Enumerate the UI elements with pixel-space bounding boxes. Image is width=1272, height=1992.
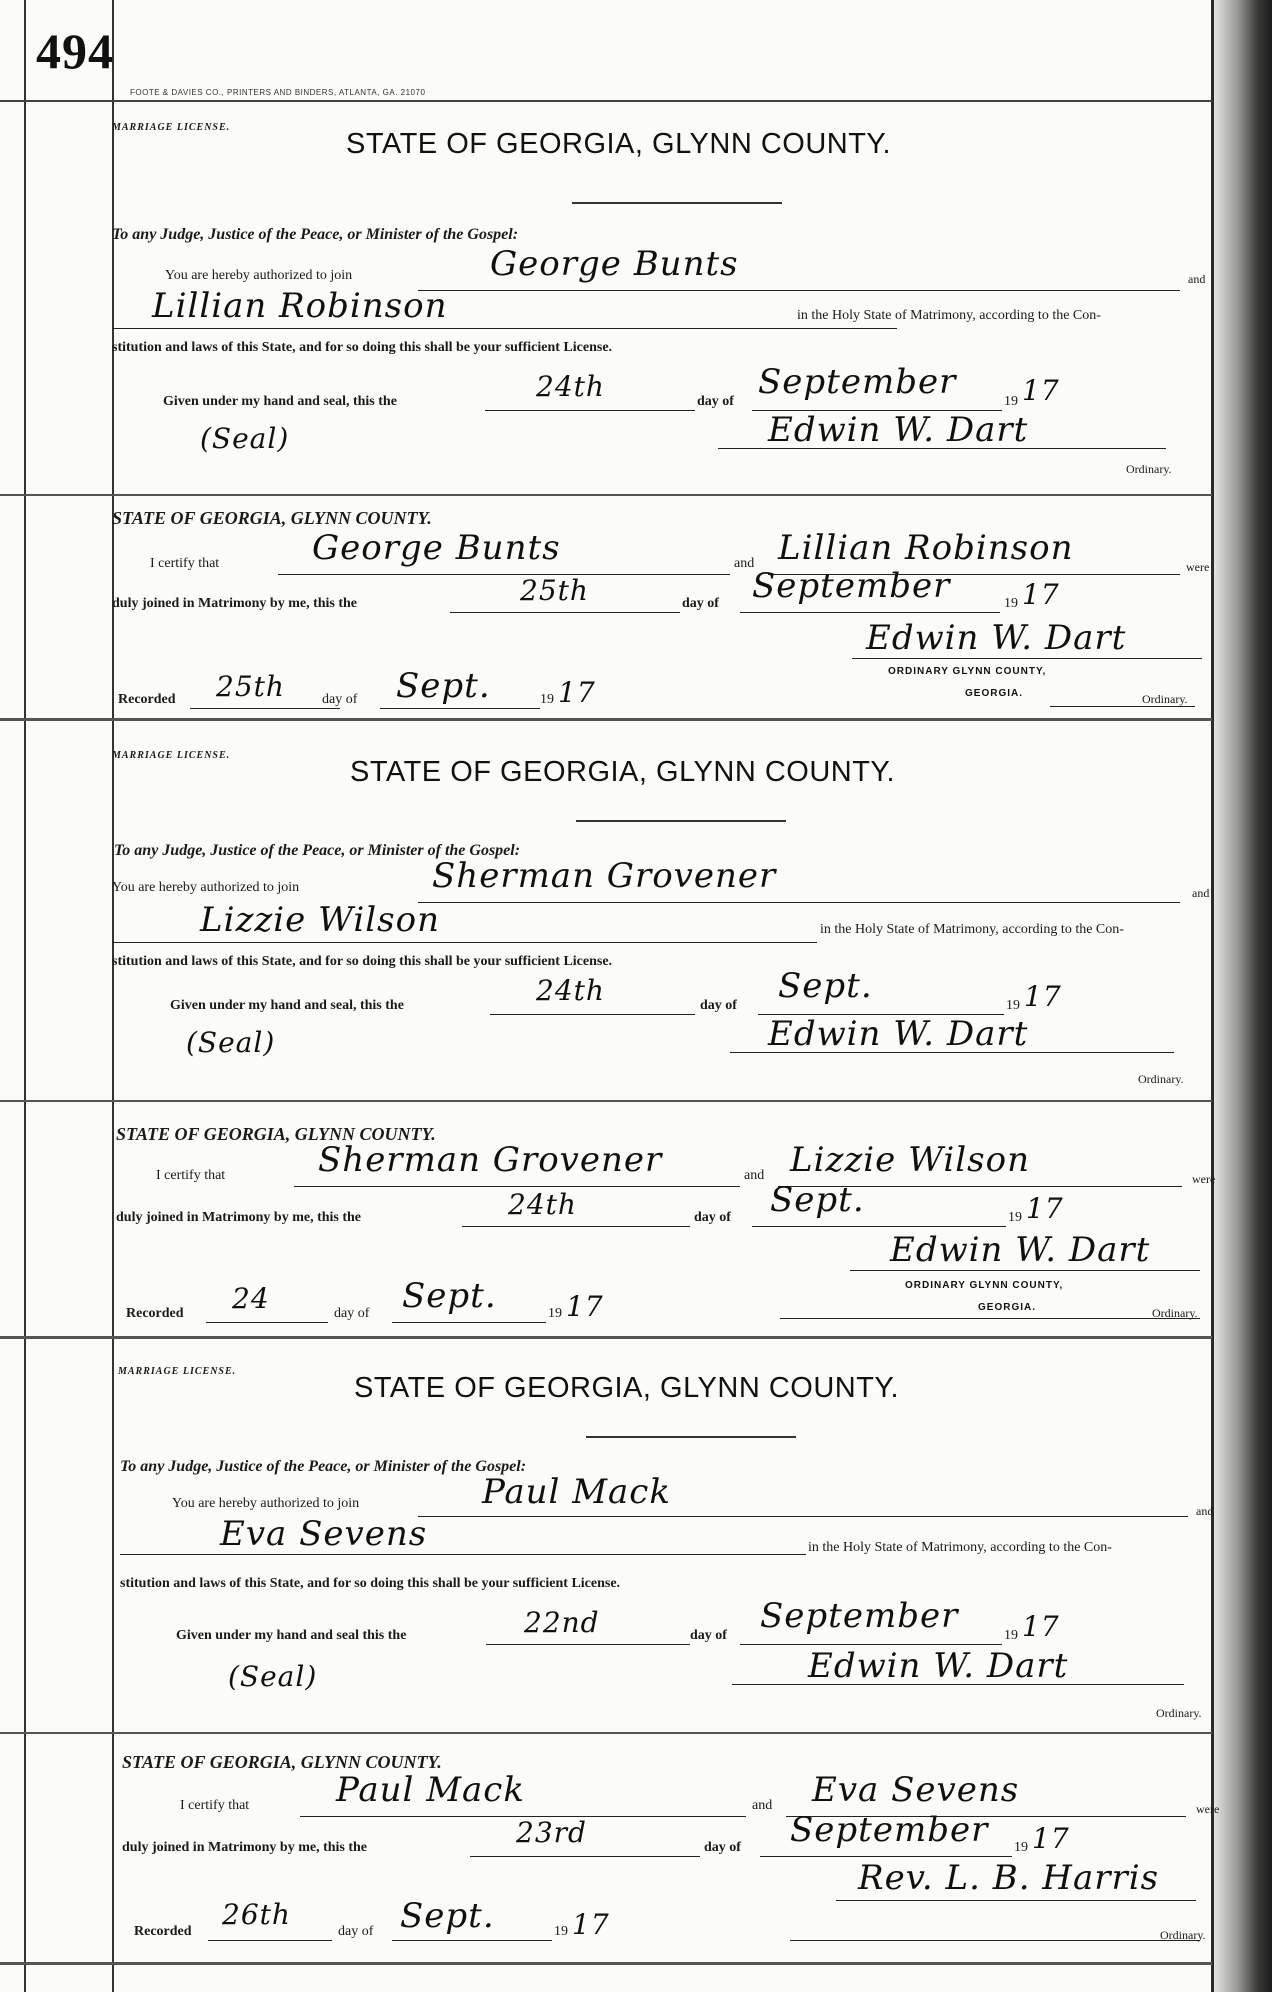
license-month-line [740,1644,1002,1645]
cert-bride: Eva Sevens [812,1770,1020,1810]
cert-and-text: and [752,1798,773,1813]
certificate-head: STATE OF GEORGIA, GLYNN COUNTY. [112,508,432,528]
officiant-signature: Rev. L. B. Harris [858,1858,1160,1898]
married-month-line [740,612,1000,613]
license-month: September [760,1596,959,1636]
officiant-line [836,1900,1196,1901]
and-text: and [1196,1504,1214,1518]
holy-state-text: in the Holy State of Matrimony, according to the Con- [797,308,1101,323]
title-rule [572,202,782,204]
cert-and-text: and [734,556,755,571]
license-title: STATE OF GEORGIA, GLYNN COUNTY. [354,1372,900,1404]
header-rule [0,100,1212,102]
married-month-line [752,1226,1006,1227]
recorded-month-line [392,1940,552,1941]
were-text: were [1196,1802,1220,1816]
cert-and-text: and [744,1168,765,1183]
were-text: were [1186,560,1210,574]
recorded-day-of: day of [334,1306,370,1321]
recorded-day-of: day of [338,1924,374,1939]
cert-groom-line [294,1186,740,1187]
printer-imprint: FOOTE & DAVIES CO., PRINTERS AND BINDERS, ATLANTA, GA. 21070 [130,88,426,97]
recorded-month-line [392,1322,546,1323]
license-month: September [758,362,957,402]
ordinary-label: Ordinary. [1126,462,1172,476]
cert-year-prefix: 19 [1008,1210,1022,1225]
authorized-text: You are hereby authorized to join [112,880,300,895]
groom-name: George Bunts [490,244,739,284]
license-address: To any Judge, Justice of the Peace, or Minister of the Gospel: [112,226,519,243]
cert-day-of-text: day of [682,596,719,611]
married-month-line [760,1856,1012,1857]
authorized-text: You are hereby authorized to join [165,268,353,283]
recorded-text: Recorded [126,1306,184,1321]
recorded-day: 24 [232,1282,270,1315]
groom-name: Sherman Grovener [432,856,777,896]
license-day: 24th [536,370,605,403]
groom-name: Paul Mack [482,1472,671,1512]
bride-name: Lillian Robinson [152,286,448,326]
seal-mark: (Seal) [228,1660,318,1693]
married-year: 17 [1026,1192,1064,1225]
license-address: To any Judge, Justice of the Peace, or Minister of the Gospel: [120,1458,527,1475]
section-divider [0,1732,1212,1734]
officiant-line [850,1270,1200,1271]
and-text: and [1192,886,1210,900]
license-day-line [485,410,695,411]
license-year: 17 [1022,374,1060,407]
license-day: 22nd [524,1606,600,1639]
day-of-text: day of [697,394,734,409]
recorded-month-line [380,708,540,709]
ordinary-stamp-line2: GEORGIA. [978,1302,1037,1313]
married-day: 25th [520,574,589,607]
license-address: To any Judge, Justice of the Peace, or Minister of the Gospel: [114,842,521,859]
section-divider [0,494,1212,496]
married-day-line [462,1226,690,1227]
married-day: 24th [508,1188,577,1221]
holy-state-text: in the Holy State of Matrimony, according to the Con- [820,922,1124,937]
constitution-text: stitution and laws of this State, and for so doing this shall be your sufficient License. [120,1576,621,1591]
groom-line [418,902,1180,903]
title-rule [586,1436,796,1438]
ordinary-stamp-line1: ORDINARY GLYNN COUNTY, [905,1280,1064,1291]
cert-bride: Lillian Robinson [778,528,1074,568]
margin-rule-outer [24,0,26,1992]
day-of-text: day of [700,998,737,1013]
recorded-day-line [190,708,340,709]
ordinary-label: Ordinary. [1138,1072,1184,1086]
cert-day-of-text: day of [694,1210,731,1225]
cert-year-prefix: 19 [1014,1840,1028,1855]
bride-name: Lizzie Wilson [200,900,440,940]
married-month: September [790,1810,989,1850]
page-number: 494 [36,23,114,79]
bride-name: Eva Sevens [220,1514,428,1554]
officiant-signature: Edwin W. Dart [866,618,1127,658]
officiant-line [852,658,1202,659]
certify-text: I certify that [180,1798,250,1813]
married-day-line [470,1856,700,1857]
authorized-text: You are hereby authorized to join [172,1496,360,1511]
recorded-text: Recorded [118,692,176,707]
recorded-ordinary-label: Ordinary. [1152,1306,1198,1320]
recorded-month: Sept. [402,1276,497,1316]
recorded-year: 17 [558,676,596,709]
duly-joined-text: duly joined in Matrimony by me, this the [112,596,358,611]
cert-groom: Paul Mack [336,1770,525,1810]
license-year: 17 [1024,980,1062,1013]
cert-day-of-text: day of [704,1840,741,1855]
recorded-text: Recorded [134,1924,192,1939]
recorded-ordinary-label: Ordinary. [1160,1928,1206,1942]
recorded-day-line [208,1940,332,1941]
license-day-line [490,1014,695,1015]
duly-joined-text: duly joined in Matrimony by me, this the [116,1210,362,1225]
constitution-text: stitution and laws of this State, and for so doing this shall be your sufficient License. [112,954,613,969]
seal-mark: (Seal) [200,422,290,455]
cert-groom-line [278,574,730,575]
ordinary-signature: Edwin W. Dart [808,1646,1069,1686]
cert-bride: Lizzie Wilson [790,1140,1030,1180]
recorded-month: Sept. [396,666,491,706]
certify-text: I certify that [156,1168,226,1183]
given-text: Given under my hand and seal, this the [170,998,404,1013]
page-bottom-rule [0,1962,1212,1965]
license-label: MARRIAGE LICENSE. [112,750,231,761]
cert-groom: George Bunts [312,528,561,568]
given-text: Given under my hand and seal, this the [163,394,397,409]
bride-line [120,1554,806,1555]
married-day-line [450,612,680,613]
year-prefix: 19 [1004,1628,1018,1643]
book-binding-shadow [1214,0,1272,1992]
married-month: September [752,566,951,606]
ordinary-label: Ordinary. [1156,1706,1202,1720]
certify-text: I certify that [150,556,220,571]
recorded-year-prefix: 19 [540,692,554,707]
constitution-text: stitution and laws of this State, and for so doing this shall be your sufficient License. [112,340,613,355]
recorded-day: 26th [222,1898,291,1931]
given-text: Given under my hand and seal this the [176,1628,407,1643]
seal-mark: (Seal) [186,1026,276,1059]
ordinary-stamp-line2: GEORGIA. [965,688,1024,699]
officiant-signature: Edwin W. Dart [890,1230,1151,1270]
recorded-day: 25th [216,670,285,703]
duly-joined-text: duly joined in Matrimony by me, this the [122,1840,368,1855]
entry-divider-1 [0,718,1212,721]
married-month: Sept. [770,1180,865,1220]
recorded-year: 17 [566,1290,604,1323]
and-text: and [1188,272,1206,286]
margin-rule-inner [112,0,114,1992]
license-title: STATE OF GEORGIA, GLYNN COUNTY. [346,128,892,160]
title-rule [576,820,786,822]
entry-divider-2 [0,1336,1212,1339]
license-year: 17 [1022,1610,1060,1643]
groom-line [418,290,1180,291]
ordinary-stamp-line1: ORDINARY GLYNN COUNTY, [888,666,1047,677]
holy-state-text: in the Holy State of Matrimony, according to the Con- [808,1540,1112,1555]
bride-line [112,328,897,329]
recorded-ordinary-label: Ordinary. [1142,692,1188,706]
cert-groom: Sherman Grovener [318,1140,663,1180]
year-prefix: 19 [1006,998,1020,1013]
ordinary-signature: Edwin W. Dart [768,410,1029,450]
married-year: 17 [1022,578,1060,611]
section-divider [0,1100,1212,1102]
year-prefix: 19 [1004,394,1018,409]
ordinary-signature: Edwin W. Dart [768,1014,1029,1054]
bride-line [112,942,817,943]
recorded-year-prefix: 19 [548,1306,562,1321]
license-day-line [486,1644,690,1645]
license-label: MARRIAGE LICENSE. [118,1366,237,1377]
license-title: STATE OF GEORGIA, GLYNN COUNTY. [350,756,896,788]
recorded-day-line [206,1322,328,1323]
recorded-ordinary-line [780,1318,1200,1319]
certificate-head: STATE OF GEORGIA, GLYNN COUNTY. [122,1752,442,1772]
day-of-text: day of [690,1628,727,1643]
groom-line [418,1516,1188,1517]
recorded-ordinary-line [790,1940,1200,1941]
binding-edge [1211,0,1214,1992]
license-month: Sept. [778,966,873,1006]
recorded-year-prefix: 19 [554,1924,568,1939]
license-day: 24th [536,974,605,1007]
married-year: 17 [1032,1822,1070,1855]
recorded-day-of: day of [322,692,358,707]
certificate-head: STATE OF GEORGIA, GLYNN COUNTY. [116,1124,436,1144]
cert-year-prefix: 19 [1004,596,1018,611]
were-text: were [1192,1172,1216,1186]
married-day: 23rd [516,1816,587,1849]
recorded-month: Sept. [400,1896,495,1936]
license-label: MARRIAGE LICENSE. [112,122,231,133]
recorded-year: 17 [572,1908,610,1941]
